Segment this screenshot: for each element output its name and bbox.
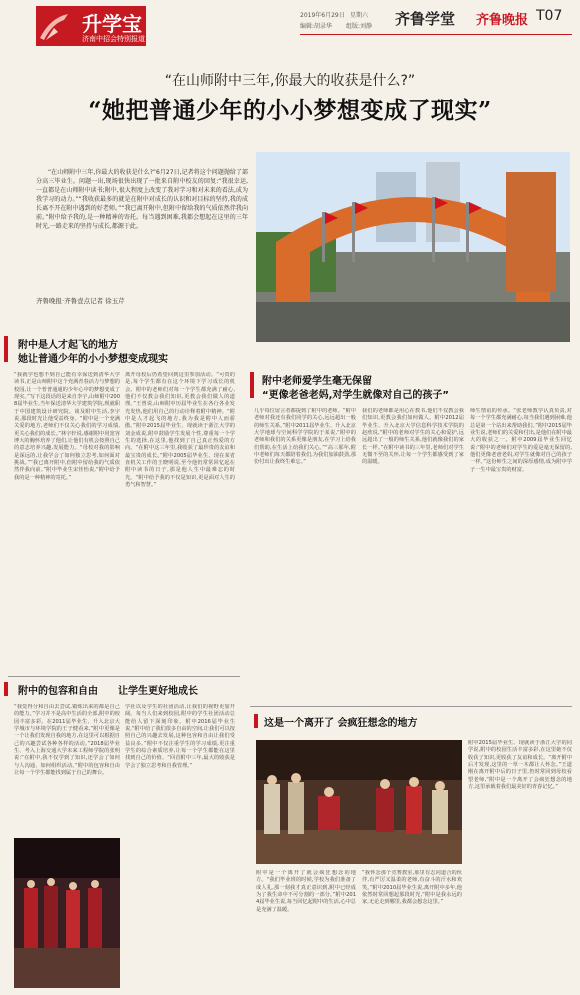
section2-column-a: “我觉得分和自由去尝试,锻炼出来的都是自己的能力。”学习并不是高中生活的全部,附中的校园丰富多彩。在2011届毕业生、升入北京大学城市与环境学院的王子健看来,“附中更像是一个让我们发现自我的地方,在这里可以根据自己的兴趣尝试各种各样的活动。”2018届毕业生、考入上海交通大学未来工程师学院的张明说:“在附中,我不仅学到了知识,还学会了如何与人沟通、如何组织活动。”附中的包容和自由让每一个学生都能找到属于自己的舞台。 [14, 704, 120, 777]
section4-marker [254, 714, 258, 728]
paper-logo: 齐鲁晚报 [476, 13, 529, 28]
red-arrow-ornament-icon [36, 8, 76, 44]
editor: 编辑:胡录华 [300, 23, 333, 30]
page-number: T07 [536, 8, 563, 24]
section3-column-a: 几乎每位留言者都提到了附中的老师。“附中老师对我还有我们同学的关心,远远超出一般的师生关系。”附中2011届毕业生、升入北京大学地球与空间科学学院的于某说,“附中的老师和我们的关系更像是朋友,在学习上给我们帮助,在生活上给我们关心。”“高三那年,附中老师们每天都陪着我们,为我们加油鼓劲,那份付出让我终生难忘。” [254, 408, 356, 466]
section-name: 齐鲁学堂 [395, 10, 456, 28]
section4-column-a: 附中是一个离开了就会疯狂想念的地方。“我们毕业班的时候,学校为我们准备了成人礼,那一刻我才真正意识到,附中已经成为了我生命中不可分割的一部分。”附中2014届毕业生说,每当回忆起附中的生活,心中总是充满了温暖。 [256, 870, 356, 913]
masthead [0, 0, 580, 58]
section1-column-b: 离开母校后仍希望回到这里参加活动。“可贵的是,每个学生都有在这个环境下学习成长的机会。附中的老师们对每一个学生都充满了耐心,他们不仅教会我们知识,更教会我们做人的道理。”王曾说,山师附中历届毕业生在各行各业发光发热,他们用自己的行动诠释着附中精神。“附中是人才起飞的地方,我为我是附中人而骄傲。”附中2015届毕业生、现就读于浙江大学的刘金成说,附中鼓励学生发展个性,尊重每一个学生的选择,在这里,他找到了自己真正热爱的方向。“在附中这三年里,我收获了最珍贵的友谊和最宝贵的成长。”附中2005届毕业生、现在某省直机关工作的王晓明说,至今他仍常常回忆起在附中读书的日子,那是他人生中最难忘的时光。“附中给予我的不仅是知识,更是面对人生的勇气和智慧。” [125, 372, 235, 489]
stage-drama-photo [256, 740, 462, 864]
section2-title: 附中的包容和自由 [18, 686, 98, 697]
section3-subtitle: “更像老爸老妈,对学生就像对自己的孩子” [262, 390, 449, 401]
student-performance-photo [14, 838, 120, 988]
weekday: 星期六 [350, 12, 369, 19]
section3-marker [250, 372, 254, 398]
section3-column-c: 师生情谊的传承。“张老师教学认真负责,对每一个学生都充满耐心,每当我们遇到困难,他总是第一个站出来帮助我们。”附中2015届毕业生说,老师们的关爱和付出,是他们在附中最大的收获之一。附中2009届毕业生回忆说:“附中的老师们对学生的爱是毫无保留的,他们更像老爸老妈,对学生就像对自己的孩子一样。”这份师生之间的深厚感情,成为附中学子一生中最宝贵的财富。 [470, 408, 572, 473]
section2-subtitle: 让学生更好地成长 [118, 686, 198, 697]
intro-byline: 齐鲁晚报·齐鲁壹点记者 徐玉芹 [36, 297, 125, 305]
designer: 组版:刘静 [346, 23, 373, 30]
date: 2019年6月29日 [300, 12, 345, 19]
section1-title: 附中是人才起飞的地方 [18, 340, 118, 351]
section4-title: 这是一个离开了 会疯狂想念的地方 [264, 718, 418, 729]
section3-title: 附中老师爱学生毫无保留 [262, 376, 372, 387]
section1-marker [4, 336, 8, 362]
column-logo: 升学宝 [82, 12, 142, 36]
masthead-rule [300, 34, 572, 35]
intro-text: “在山师附中三年,你最大的收获是什么?”6月27日,记者将这个问题抛给了部分高三毕业生。问题一出,现场很快出现了一批来自附中校友的回复:“我很幸运,一直都是在山师附中读书;附中,很大程度上改变了我对学习和对未来的看法,成为我学习的动力。”“我收获最多的就是在附中对成长的认识和对目标的坚持,我的成长离不开在附中遇到的好老师。”“我已离开附中,但附中留给我的气质依然伴我向前。”附中给予我的,是一种精神的寄托。每当遇到困难,我都会想起在这里的三年时光,一路走来的坚持与成长,都源于此。 [36, 169, 248, 230]
headline-main: “她把普通少年的小小梦想变成了现实” [88, 97, 492, 124]
section4-top-rule [250, 706, 572, 707]
school-gate-photo [256, 152, 570, 342]
section3-column-b: 我们的老师都是用心在教书,他们不仅教会我们知识,更教会我们如何做人。附中2012届毕业生、升入北京大学信息科学技术学院的赵欣说,“附中的老师对学生的关心和爱护,远远超出了一般的师生关系,他们就像我们的家长一样。”在附中读书的三年里,老师们对学生无微不至的关怀,让每一个学生都感受到了家的温暖。 [362, 408, 464, 466]
column-subtitle: 济南中招会特别报道 [82, 35, 145, 43]
section1-column-a: “我就学也想不到自己能有幸保送到清华大学读书,正是山师附中这个充满青春活力与梦想的校园,让一个普普通通的少年心中的梦想变成了现实。”写下这段话的是来自李宇,山师附中2008届毕业生,当年保送清华大学建筑学院,现就职于中国建筑设计研究院。谈及附中生活,李宇说,那段时光让他受益终身。“附中是一个充满关爱的地方,老师们不仅关心我们的学习成绩,更关心我们的成长。”林宇轩说,感谢附中用宽容博大的胸怀培养了他们,让他们有机会按照自己的意志培养兴趣,发展能力。“母校对我的影响是深远的,让我学会了如何独立思考,如何面对挑战。”“我已离开附中,但附中留给我的气质依然伴我向前。”附中毕业生宋佳怡说,“附中给予我的是一种精神的寄托。” [14, 372, 120, 481]
section4-column-c: 附中2015届毕业生、现就读于浙江大学的同学说,附中的校园生活丰富多彩,在这里她不仅收获了知识,更收获了友谊和成长。“离开附中后才发现,这里的一草一木都让人怀念。”王道刚在离开附中后的日子里,仍时常回到母校看望老师,“附中是一个离开了会疯狂想念的地方,这里承载着我们最美好的青春记忆。” [468, 740, 572, 791]
section2-marker [4, 682, 8, 696]
section2-top-rule [8, 676, 240, 677]
section2-column-b: 学社以及学生的社团活动,让我们的视野更加开阔。每当人们来到校园,附中的学生社团活动总能给人留下深刻印象。附中2016届毕业生说,“附中给了我们很多自由的空间,让我们可以按照自己的兴趣去发展,这种包容和自由让我们受益良多。”附中不仅注重学生的学习成绩,更注重学生的综合素质培养,让每一个学生都能在这里找到自己的价值。“回首附中三年,最大的收获是学会了独立思考和自我管理。” [125, 704, 235, 769]
headline-kicker: “在山师附中三年,你最大的收获是什么?” [164, 73, 416, 89]
section1-subtitle: 她让普通少年的小小梦想变成现实 [18, 354, 168, 365]
section4-column-b: “我怀念那个竞赛教室,那里有志同道合的伙伴,有严厉又温柔的老师,有奋斗的汗水和欢笑。”附中2010届毕业生说,离开附中多年,他依然时常回想起那段时光,“附中是我永远的家,无论走到哪里,我都会想念这里。” [362, 870, 462, 906]
